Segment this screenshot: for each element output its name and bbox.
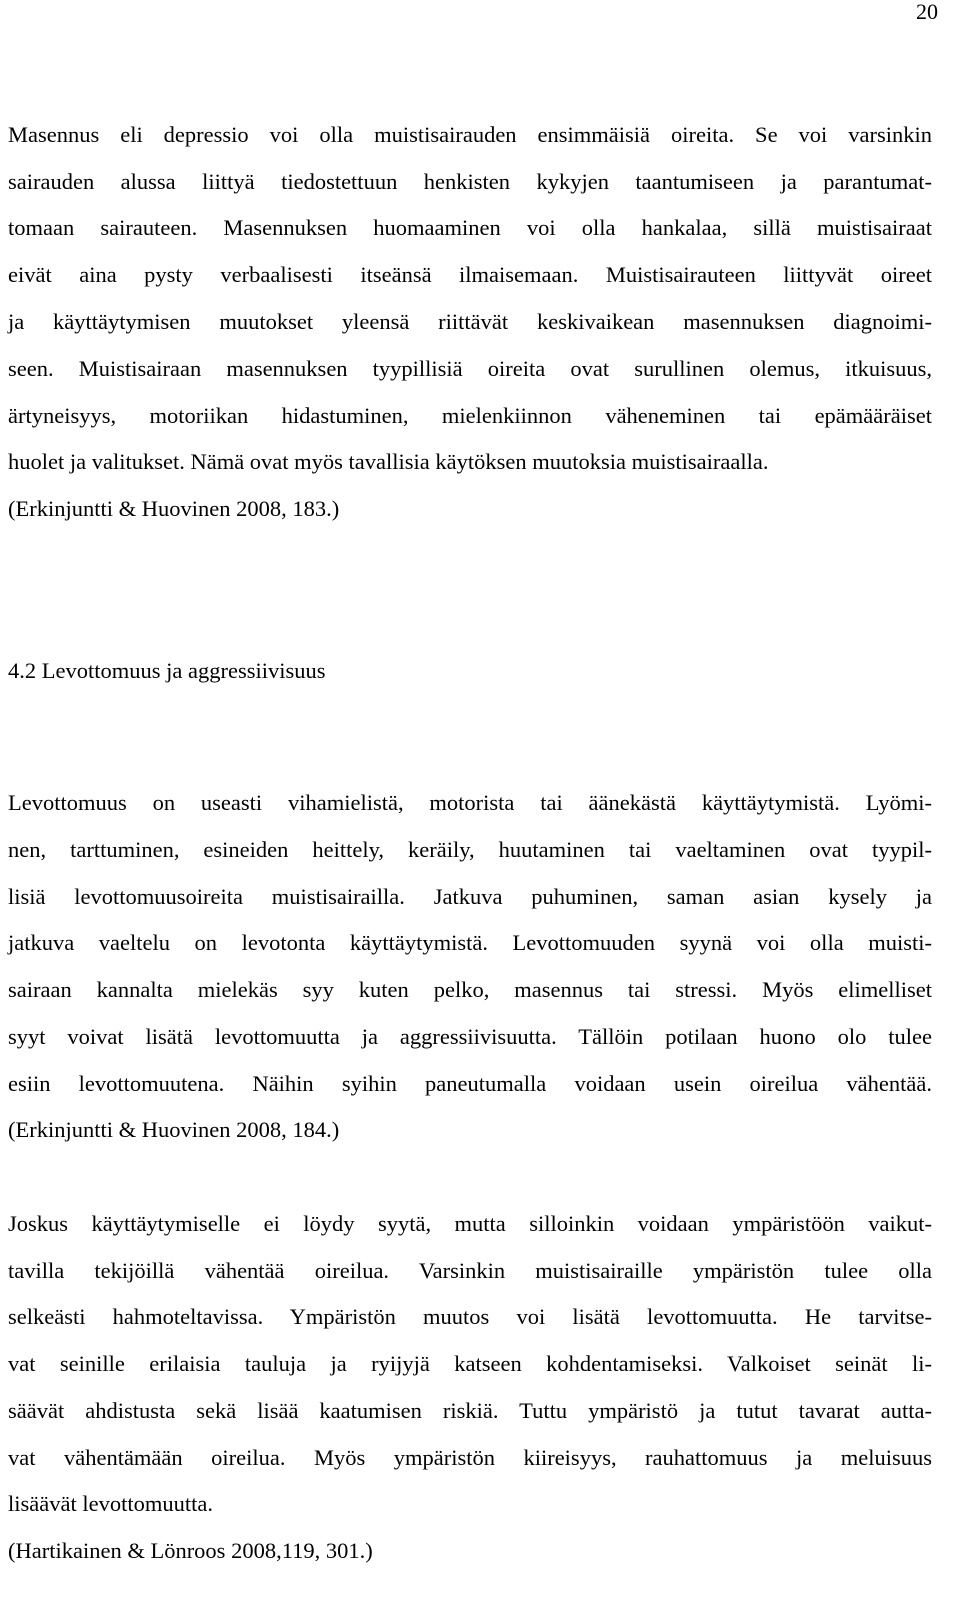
text-line: Levottomuus on useasti vihamielistä, motorista tai äänekästä käyttäytymistä. Lyömi- [8,790,932,815]
text-line: säävät ahdistusta sekä lisää kaatumisen riskiä. Tuttu ympäristö ja tutut tavarat autta- [8,1398,932,1423]
text-line: nen, tarttuminen, esineiden heittely, keräily, huutaminen tai vaeltaminen ovat tyypil- [8,837,932,862]
page-number: 20 [916,0,938,24]
text-line: sairaan kannalta mielekäs syy kuten pelko, masennus tai stressi. Myös elimelliset [8,977,932,1002]
text-line: tavilla tekijöillä vähentää oireilua. Varsinkin muistisairaille ympäristön tulee olla [8,1258,932,1283]
text-line: eivät aina pysty verbaalisesti itseänsä ilmaisemaan. Muistisairauteen liittyvät oireet [8,262,932,287]
text-line: jatkuva vaeltelu on levotonta käyttäytymistä. Levottomuuden syynä voi olla muisti- [8,930,932,955]
text-line: Joskus käyttäytymiselle ei löydy syytä, mutta silloinkin voidaan ympäristöön vaikut- [8,1211,932,1236]
text-line: lisiä levottomuusoireita muistisairailla. Jatkuva puhuminen, saman asian kysely ja [8,884,932,909]
citation: (Erkinjuntti & Huovinen 2008, 184.) [8,1117,340,1142]
text-line: ärtyneisyys, motoriikan hidastuminen, mielenkiinnon väheneminen tai epämääräiset [8,403,932,428]
text-line: huolet ja valitukset. Nämä ovat myös tavallisia käytöksen muutoksia muistisairaalla. [8,449,769,474]
text-line: lisäävät levottomuutta. [8,1491,213,1516]
text-line: selkeästi hahmoteltavissa. Ympäristön muutos voi lisätä levottomuutta. He tarvitse- [8,1304,932,1329]
text-line: seen. Muistisairaan masennuksen tyypillisiä oireita ovat surullinen olemus, itkuisuus, [8,356,932,381]
text-line: vat vähentämään oireilua. Myös ympäristön kiireisyys, rauhattomuus ja meluisuus [8,1445,932,1470]
text-line: sairauden alussa liittyä tiedostettuun henkisten kykyjen taantumiseen ja parantumat- [8,169,932,194]
text-line: Masennus eli depressio voi olla muistisairauden ensimmäisiä oireita. Se voi varsinkin [8,122,932,147]
text-line: ja käyttäytymisen muutokset yleensä riittävät keskivaikean masennuksen diagnoimi- [8,309,932,334]
text-line: esiin levottomuutena. Näihin syihin paneutumalla voidaan usein oireilua vähentää. [8,1071,932,1096]
text-line: syyt voivat lisätä levottomuutta ja aggressiivisuutta. Tällöin potilaan huono olo tulee [8,1024,932,1049]
citation: (Hartikainen & Lönroos 2008,119, 301.) [8,1538,373,1563]
text-line: tomaan sairauteen. Masennuksen huomaaminen voi olla hankalaa, sillä muistisairaat [8,215,932,240]
citation: (Erkinjuntti & Huovinen 2008, 183.) [8,496,340,521]
section-heading: 4.2 Levottomuus ja aggressiivisuus [8,658,326,683]
text-line: vat seinille erilaisia tauluja ja ryijyjä katseen kohdentamiseksi. Valkoiset seinät li- [8,1351,932,1376]
